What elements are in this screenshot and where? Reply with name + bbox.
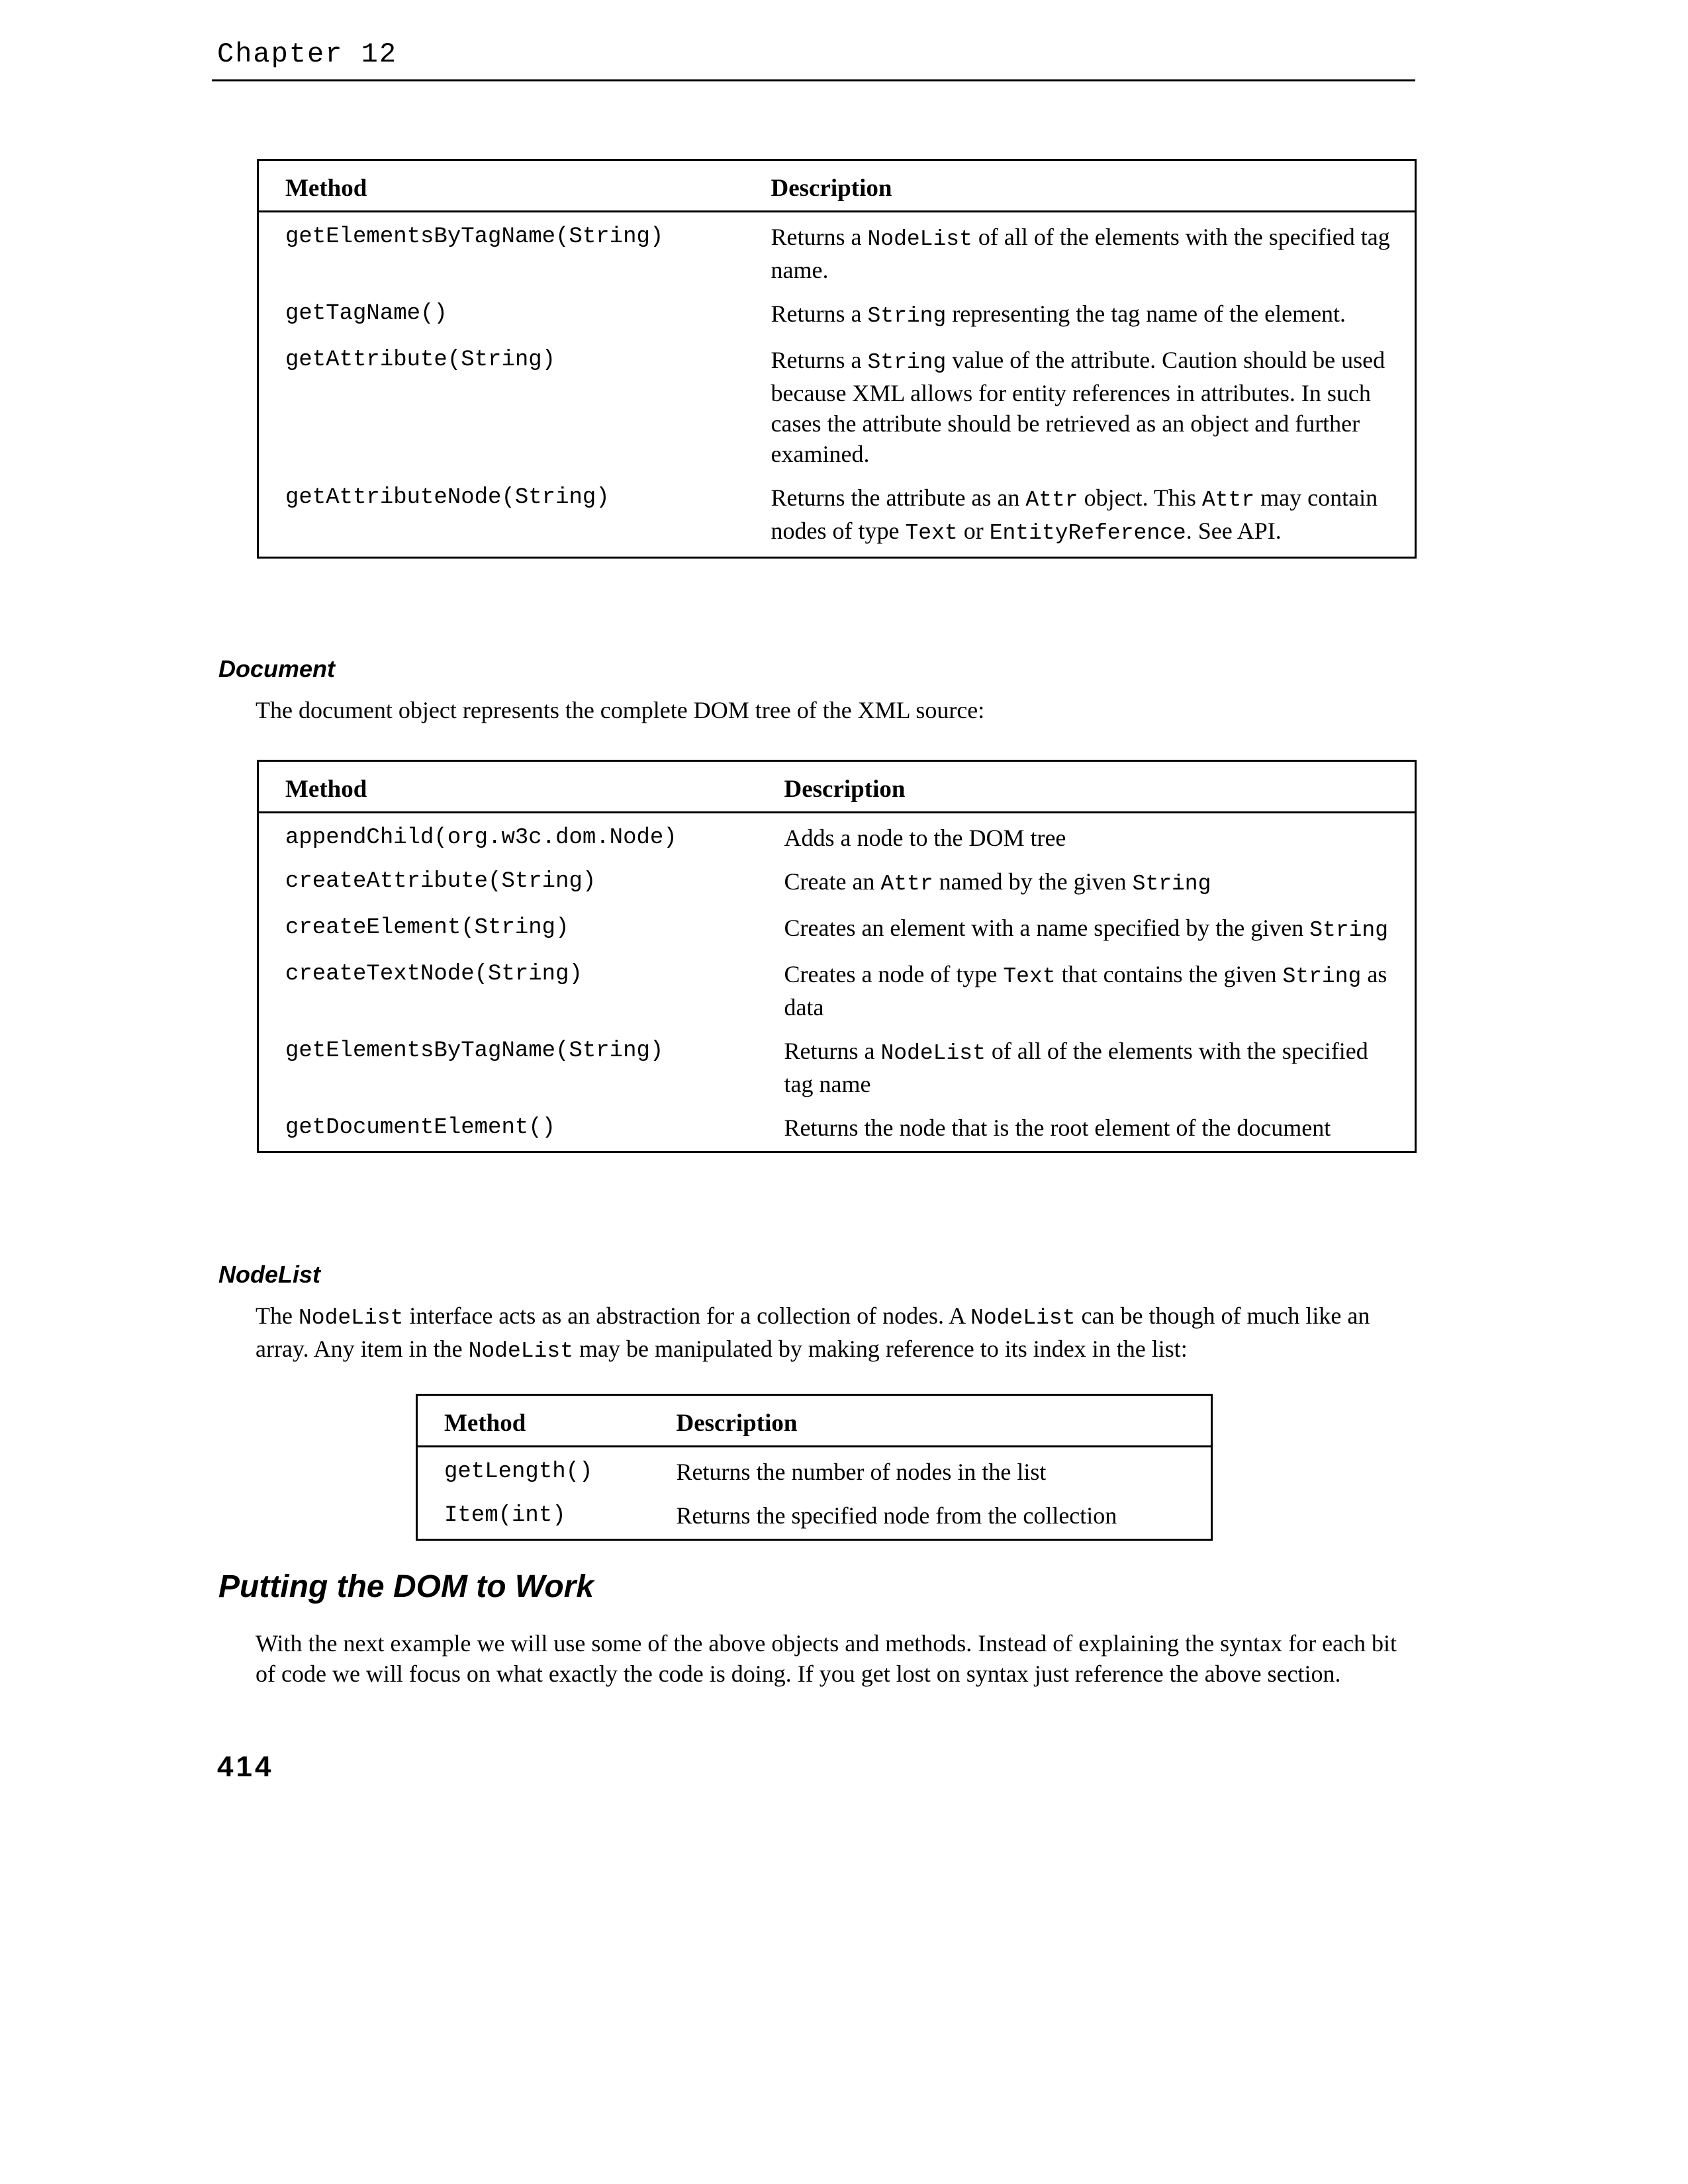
text-segment: Returns the attribute as an (771, 484, 1026, 511)
table-body (258, 212, 1416, 558)
table-row (258, 906, 1416, 952)
table-body (417, 1447, 1212, 1540)
method-signature: Item(int) (444, 1503, 566, 1528)
code-term: String (1132, 872, 1211, 896)
nodelist-methods-table (416, 1394, 1213, 1541)
table-header-row (417, 1395, 1212, 1447)
column-header-description: Description (758, 761, 1416, 813)
text-segment: can be though of much like an array. Any item in the (256, 1302, 1370, 1362)
section-heading-putting-dom-to-work: Putting the DOM to Work (218, 1569, 594, 1604)
method-description (758, 813, 1416, 860)
table-row (258, 813, 1416, 860)
code-term: String (867, 350, 947, 375)
text-segment: Adds a node to the DOM tree (784, 825, 1066, 851)
method-signature: createTextNode(String) (285, 962, 583, 987)
method-signature: getAttribute(String) (285, 347, 556, 373)
method-signature: getLength() (444, 1459, 593, 1484)
code-term: EntityReference (989, 521, 1186, 545)
table-row (258, 860, 1416, 906)
column-header-method: Method (258, 160, 745, 212)
method-description (758, 906, 1416, 952)
putting-body-text: With the next example we will use some of the above objects and methods. Instead of explaining the syntax for each bit of code we will focus on what exactly the code is doing. If you get lost on syntax just reference the above section. (256, 1630, 1397, 1687)
code-term: NodeList (970, 1306, 1076, 1330)
nodelist-intro-text (256, 1300, 1421, 1367)
code-term: Attr (1025, 488, 1078, 512)
text-segment: The (256, 1302, 299, 1329)
method-description (758, 1106, 1416, 1152)
code-term: String (1309, 918, 1389, 942)
method-description (758, 952, 1416, 1029)
method-description (745, 212, 1416, 293)
method-signature: getDocumentElement() (285, 1115, 556, 1140)
method-description (745, 476, 1416, 558)
text-segment: . See API. (1186, 518, 1282, 544)
element-methods-table (257, 159, 1417, 559)
method-signature: createAttribute(String) (285, 869, 596, 894)
column-header-method: Method (258, 761, 758, 813)
method-description (745, 292, 1416, 338)
table-row (258, 292, 1416, 338)
method-description (650, 1494, 1212, 1540)
table-row (417, 1447, 1212, 1494)
document-intro-text: The document object represents the complete DOM tree of the XML source: (256, 697, 985, 723)
text-segment: Returns a (784, 1038, 881, 1064)
text-segment: Create an (784, 868, 881, 895)
text-segment: Returns the number of nodes in the list (676, 1459, 1047, 1485)
table-header-row (258, 160, 1416, 212)
method-description (650, 1447, 1212, 1494)
chapter-title: Chapter 12 (217, 38, 398, 70)
method-signature: getElementsByTagName(String) (285, 224, 664, 250)
text-segment: that contains the given (1055, 961, 1283, 987)
text-segment: Creates an element with a name specified by the given (784, 915, 1310, 941)
method-description (745, 338, 1416, 476)
text-segment: may be manipulated by making reference to its index in the list: (573, 1336, 1188, 1362)
code-term: String (867, 304, 947, 328)
text-segment: Returns the specified node from the collection (676, 1502, 1117, 1529)
text-segment: of all of the elements with the specified tag name (784, 1038, 1368, 1097)
column-header-description: Description (745, 160, 1416, 212)
table-row (258, 952, 1416, 1029)
text-segment: object. This (1078, 484, 1202, 511)
table-row (258, 338, 1416, 476)
table-row (417, 1494, 1212, 1540)
page-header (212, 38, 1415, 81)
text-segment: Creates a node of type (784, 961, 1004, 987)
table-row (258, 476, 1416, 558)
code-term: NodeList (468, 1339, 574, 1363)
method-signature: getTagName() (285, 301, 447, 326)
code-term: NodeList (867, 227, 972, 251)
code-term: NodeList (298, 1306, 404, 1330)
method-signature: createElement(String) (285, 915, 569, 940)
column-header-method: Method (417, 1395, 650, 1447)
text-segment: or (957, 518, 990, 544)
document-methods-table (257, 760, 1417, 1153)
table-row (258, 1106, 1416, 1152)
method-signature: appendChild(org.w3c.dom.Node) (285, 825, 677, 850)
code-term: String (1282, 964, 1362, 989)
section-heading-nodelist: NodeList (218, 1261, 321, 1288)
text-segment: named by the given (933, 868, 1133, 895)
code-term: NodeList (880, 1041, 986, 1066)
text-segment: Returns a (771, 300, 868, 327)
text-segment: Returns a (771, 347, 868, 373)
text-segment: value of the attribute. Caution should be used because XML allows for entity references in attributes. In such cases the attribute should be retrieved as an object and further examined. (771, 347, 1385, 467)
table-row (258, 1029, 1416, 1106)
text-segment: Returns a (771, 224, 868, 250)
text-segment: Returns the node that is the root element of the document (784, 1115, 1331, 1141)
table-body (258, 813, 1416, 1152)
text-segment: of all of the elements with the specified tag name. (771, 224, 1390, 283)
text-segment: may contain nodes of type (771, 484, 1378, 544)
text-segment: representing the tag name of the element. (946, 300, 1346, 327)
method-signature: getElementsByTagName(String) (285, 1038, 664, 1064)
page-number: 414 (217, 1751, 274, 1783)
method-description (758, 860, 1416, 906)
method-signature: getAttributeNode(String) (285, 485, 610, 510)
column-header-description: Description (650, 1395, 1212, 1447)
table-header-row (258, 761, 1416, 813)
section-heading-document: Document (218, 655, 336, 682)
text-segment: interface acts as an abstraction for a collection of nodes. A (403, 1302, 971, 1329)
code-term: Attr (1201, 488, 1255, 512)
code-term: Attr (880, 872, 933, 896)
table-row (258, 212, 1416, 293)
method-description (758, 1029, 1416, 1106)
text-segment: as data (784, 961, 1387, 1021)
code-term: Text (905, 521, 958, 545)
code-term: Text (1003, 964, 1056, 989)
